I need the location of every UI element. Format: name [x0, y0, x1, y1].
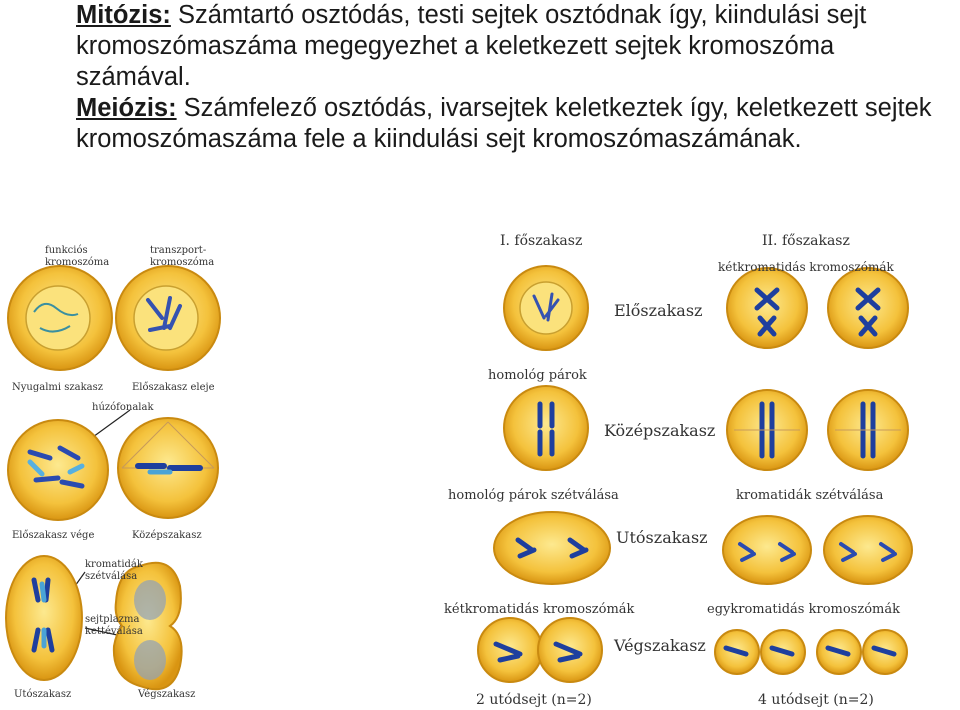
label-homolog-parok: homológ párok: [488, 368, 587, 383]
label-homolog-szetvalasa: homológ párok szétválása: [448, 488, 619, 503]
meiosis-metaphase-i: [504, 386, 588, 470]
label-vegszakasz-meiosis: Végszakasz: [614, 636, 706, 655]
label-sejtplazma-1: sejtplazma: [85, 614, 140, 625]
label-eloszakasz: Előszakasz: [614, 301, 703, 320]
meiosis-prophase-ii-a: [727, 268, 807, 348]
meiosis-metaphase-ii-b: [828, 390, 908, 470]
label-fo-szakasz-2: II. főszakasz: [762, 233, 850, 249]
label-kromatidak-1: kromatidák: [85, 559, 143, 570]
cell-metaphase: [118, 418, 218, 518]
label-funkcios-1: funkciós: [45, 245, 88, 256]
meiosis-prophase-ii-b: [828, 268, 908, 348]
mitosis-description: Számtartó osztódás, testi sejtek osztódnak így, kiindulási sejt kromoszómaszáma megegyezhet a keletkezett sejtek kromoszóma számával.: [76, 1, 867, 91]
label-nyugalmi: Nyugalmi szakasz: [12, 382, 104, 393]
label-funkcios-2: kromoszóma: [45, 257, 110, 268]
label-transzport-2: kromoszóma: [150, 257, 215, 268]
label-utodsejt-2: 2 utódsejt (n=2): [476, 692, 592, 708]
label-eloszakasz-eleje: Előszakasz eleje: [132, 382, 215, 393]
mitosis-figure: [6, 245, 220, 700]
label-ketkromatidas-top: kétkromatidás kromoszómák: [718, 260, 894, 274]
label-sejtplazma-2: kettéválása: [85, 626, 143, 637]
meiosis-prophase-i: [504, 266, 588, 350]
label-vegszakasz: Végszakasz: [138, 689, 196, 700]
meiosis-anaphase-ii-b: [824, 516, 912, 584]
label-utodsejt-4: 4 utódsejt (n=2): [758, 692, 874, 708]
label-egykromatidas: egykromatidás kromoszómák: [707, 602, 900, 617]
label-kozepszakasz: Középszakasz: [132, 530, 202, 541]
label-kozepszakasz-meiosis: Középszakasz: [604, 421, 716, 440]
label-kromatidak-2: szétválása: [85, 571, 138, 582]
meiosis-term: Meiózis:: [76, 94, 177, 122]
label-kromatidak-szetvalasa: kromatidák szétválása: [736, 488, 884, 503]
label-transzport-1: transzport-: [150, 245, 207, 256]
meiosis-figure: [444, 233, 912, 708]
label-fo-szakasz-1: I. főszakasz: [500, 233, 583, 249]
cell-resting: [8, 266, 112, 370]
label-utoszakasz-meiosis: Utószakasz: [616, 528, 708, 547]
label-eloszakasz-vege: Előszakasz vége: [12, 530, 95, 541]
meiosis-anaphase-ii-a: [723, 516, 811, 584]
label-huzofonalak: húzófonalak: [92, 402, 154, 413]
cell-anaphase: [6, 556, 82, 680]
mitosis-term: Mitózis:: [76, 1, 171, 29]
meiosis-description: Számfelező osztódás, ivarsejtek keletkeztek így, keletkezett sejtek kromoszómaszáma fele a kiindulási sejt kromoszómaszámának.: [76, 94, 932, 153]
meiosis-anaphase-i: [494, 512, 610, 584]
meiosis-metaphase-ii-a: [727, 390, 807, 470]
label-ketkromatidas-bottom: kétkromatidás kromoszómák: [444, 602, 635, 617]
meiosis-telophase-ii: [715, 630, 907, 674]
meiosis-telophase-i: [478, 618, 602, 682]
label-utoszakasz: Utószakasz: [14, 689, 72, 700]
cell-early-prophase: [116, 266, 220, 370]
cell-late-prophase: [8, 420, 108, 520]
